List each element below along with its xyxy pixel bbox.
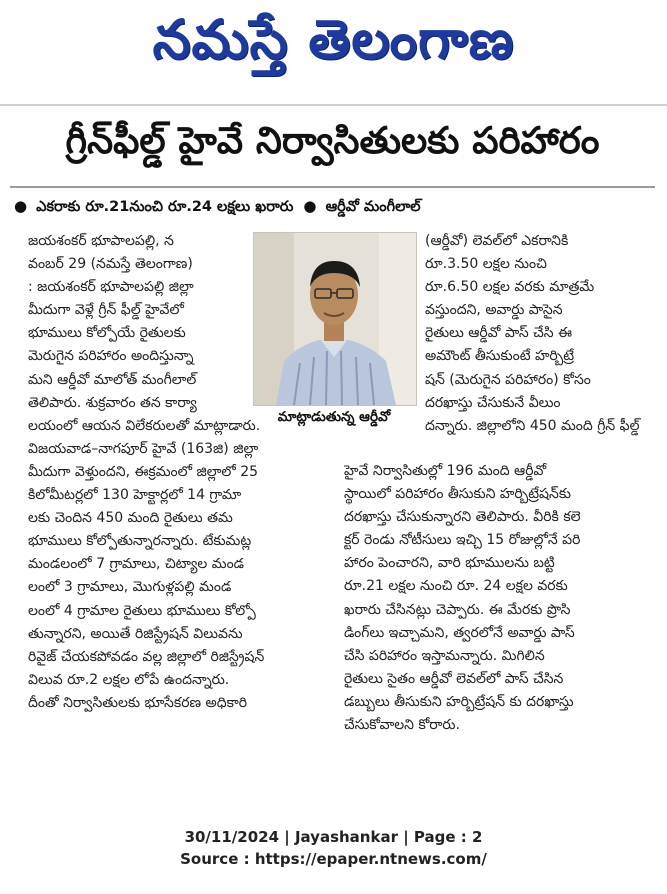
article-line: మీదుగా వెళ్లే గ్రీన్ ఫీల్డ్ హైవేలో — [28, 302, 184, 319]
subheading-1-text: ఎకరాకు రూ.21నుంచి రూ.24 లక్షలు ఖరారు — [36, 199, 294, 215]
article-headline: గ్రీన్‌ఫీల్డ్ హైవే నిర్వాసితులకు పరిహారం — [65, 119, 600, 162]
article-line: (ఆర్డీవో) లెవల్‌లో ఎకరానికి — [425, 233, 569, 249]
article-line: విజయవాడ–నాగపూర్ హైవే (163జి) జిల్లా — [28, 440, 259, 457]
article-line: రైతులు సైతం ఆర్డీవో లెవల్‌లో పాస్ చేసిన — [344, 670, 564, 687]
newspaper-logo: నమస్తే తెలంగాణ — [152, 7, 515, 71]
article-line: అమౌంట్ తీసుకుంటే హర్బిట్రే — [425, 348, 575, 365]
person-photo-illustration — [254, 233, 416, 405]
article-line: చేసి పరిహారం ఇస్తామన్నారు. మిగిలిన — [344, 647, 545, 664]
article-line: వంబర్ 29 (నమస్తే తెలంగాణ) — [28, 256, 193, 273]
article-line: చేసుకోవాలని కోరారు. — [344, 717, 460, 734]
article-line: రైతులు ఆర్డీవో పాస్ చేసి ఈ — [425, 325, 572, 342]
article-line: జయశంకర్ భూపాలపల్లి, న — [28, 233, 174, 249]
article-line: స్థాయిలో పరిహారం తీసుకుని హర్బిట్రేషన్‌కు — [344, 486, 571, 503]
article-line: దరఖాస్తు చేసుకున్నారని తెలిపారు. వీరికి కలె — [344, 509, 581, 526]
article-line: విలువ రూ.2 లక్షల లోపే ఉందన్నారు. — [28, 671, 230, 688]
article-line: భూములు కోల్పోయే రైతులకు — [28, 325, 186, 342]
article-line: లయంలో ఆయన విలేకరులతో మాట్లాడారు. — [28, 417, 261, 434]
page-footer — [0, 826, 667, 870]
headline-divider — [10, 186, 655, 188]
article-line: రూ.6.50 లక్షల వరకు మాత్రమే — [425, 279, 595, 296]
source-link[interactable]: Source : https://epaper.ntnews.com/ — [180, 850, 487, 868]
article-line: వస్తుందని, అవార్డు పాసైన — [425, 302, 563, 319]
article-line: దరఖాస్తు చేసుకునే వీలుం — [425, 394, 561, 411]
article-line: మండలంలో 7 గ్రామాలు, చిట్యాల మండ — [28, 556, 245, 573]
masthead — [0, 0, 667, 92]
article-line: దీంతో నిర్వాసితులకు భూసేకరణ అధికారి — [28, 694, 248, 711]
article-line: తున్నారని, అయితే రిజిస్ట్రేషన్ విలువను — [28, 625, 243, 642]
article-line: మెరుగైన పరిహారం అందిస్తున్నా — [28, 348, 194, 365]
article-line: లంలో 4 గ్రామాల రైతులు భూములు కోల్పో — [28, 602, 256, 619]
article-line: మని ఆర్డీవో మాలోత్ మంగీలాల్ — [28, 371, 197, 388]
article-line: లంలో 3 గ్రామాలు, మొగుళ్లపల్లి మండ — [28, 579, 232, 596]
article-line: రూ.3.50 లక్షల నుంచి — [425, 256, 547, 273]
article-line: భూములు కోల్పోతున్నారన్నారు. టేకుమట్ల — [28, 533, 252, 550]
article-line: కిలోమీటర్లలో 130 హెక్టార్లలో 14 గ్రామా — [28, 487, 242, 504]
article-line: హైవే నిర్వాసితుల్లో 196 మంది ఆర్డీవో — [344, 463, 547, 479]
article-column-right-bottom — [344, 460, 650, 737]
subheading-1 — [14, 197, 293, 219]
article-line: తెలిపారు. శుక్రవారం తన కార్యా — [28, 394, 197, 411]
article-line: ఖరారు చేసినట్లు చెప్పారు. ఈ మేరకు ప్రొసి — [344, 601, 571, 618]
subheadings — [14, 190, 654, 226]
article-line: హారం పెంచారని, వారి భూములను బట్టి — [344, 555, 555, 572]
article-line: దన్నారు. జిల్లాలోని 450 మంది గ్రీన్ ఫీల్డ్ — [425, 417, 640, 434]
article-line: రూ.21 లక్షల నుంచి రూ. 24 లక్షల వరకు — [344, 578, 568, 595]
bullet-dot-icon: ● — [303, 197, 317, 215]
article-line: క్టర్ రెండు నోటీసులు ఇచ్చి 15 రోజుల్లోనే పరి — [344, 532, 581, 549]
article-line: మీదుగా వెళ్తుందని, ఈక్రమంలో జిల్లాలో 25 — [28, 463, 259, 480]
rdo-photo — [253, 232, 417, 406]
photo-caption: మాట్లాడుతున్న ఆర్డీవో — [277, 408, 391, 425]
article-line: లకు చెందిన 450 మంది రైతులు తమ — [28, 510, 233, 527]
subheading-2 — [303, 197, 420, 219]
edition-info: 30/11/2024 | Jayashankar | Page : 2 — [184, 828, 483, 846]
article-line: షన్ (మెరుగైన పరిహారం) కోసం — [425, 371, 591, 388]
bullet-dot-icon: ● — [14, 197, 28, 215]
article-column-right-top — [425, 230, 651, 438]
article-line: రివైజ్ చేయకపోవడం వల్ల జిల్లాలో రిజిస్ట్రేషన్ — [28, 648, 265, 665]
article-line: డింగ్‌లు ఇచ్చామని, త్వరలోనే అవార్డు పాస్ — [344, 624, 575, 641]
article-line: డబ్బులు తీసుకుని హర్బిట్రేషన్ కు దరఖాస్తు — [344, 693, 574, 710]
article-line: : జయశంకర్ భూపాలపల్లి జిల్లా — [28, 279, 194, 296]
masthead-divider — [0, 104, 667, 106]
subheading-2-text: ఆర్డీవో మంగీలాల్ — [325, 199, 421, 215]
